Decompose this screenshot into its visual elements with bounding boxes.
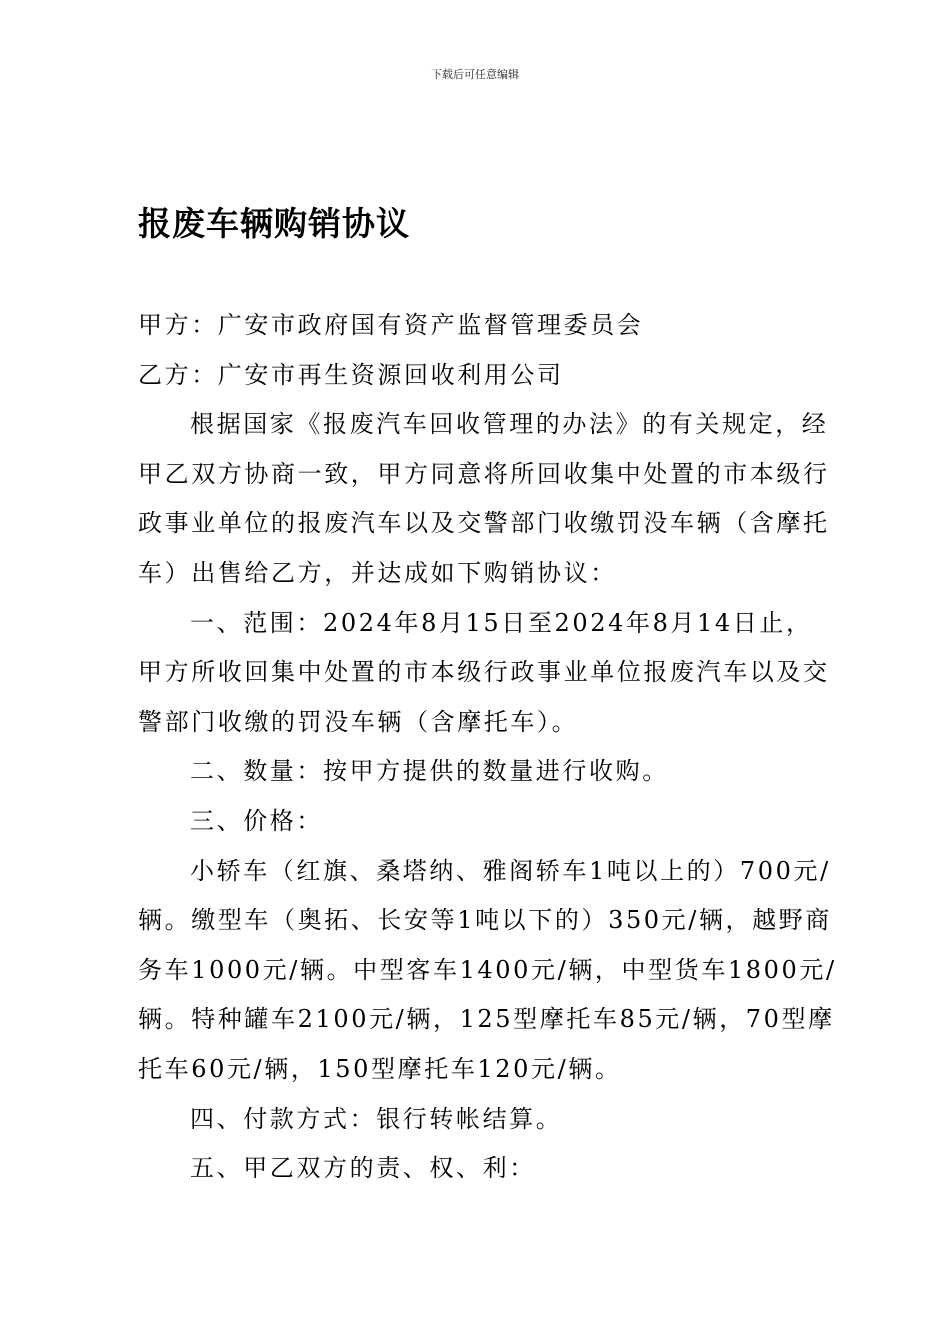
page-header-note: 下载后可任意编辑 (431, 68, 519, 81)
document-body (138, 301, 838, 1194)
clause-scope: 一、范围：2024年8月15日至2024年8月14日止，甲方所收回集中处置的市本级行政事业单位报废汽车以及交警部门收缴的罚没车辆（含摩托车）。 (138, 608, 830, 736)
party-a-line: 甲方：广安市政府国有资产监督管理委员会 (138, 311, 644, 339)
clause-quantity: 二、数量：按甲方提供的数量进行收购。 (190, 757, 669, 786)
party-b-line: 乙方：广安市再生资源回收利用公司 (138, 360, 564, 389)
clause-payment: 四、付款方式：银行转帐结算。 (190, 1104, 563, 1133)
clause-price-heading: 三、价格： (190, 806, 323, 835)
preamble-paragraph: 根据国家《报废汽车回收管理的办法》的有关规定，经甲乙双方协商一致，甲方同意将所回收集中处置的市本级行政事业单位的报废汽车以及交警部门收缴罚没车辆（含摩托车）出售给乙方，并达成如下购销协议： (138, 410, 830, 587)
clause-price-details: 小轿车（红旗、桑塔纳、雅阁轿车1吨以上的）700元/辆。缴型车（奥拓、长安等1吨以下的）350元/辆，越野商务车1000元/辆。中型客车1400元/辆，中型货车1800元/辆。特种罐车2100元/辆，125型摩托车85元/辆，70型摩托车60元/辆，150型摩托车120元/辆。 (138, 856, 837, 1083)
document-title: 报废车辆购销协议 (138, 204, 410, 243)
clause-responsibilities-heading: 五、甲乙双方的责、权、利： (190, 1154, 536, 1183)
